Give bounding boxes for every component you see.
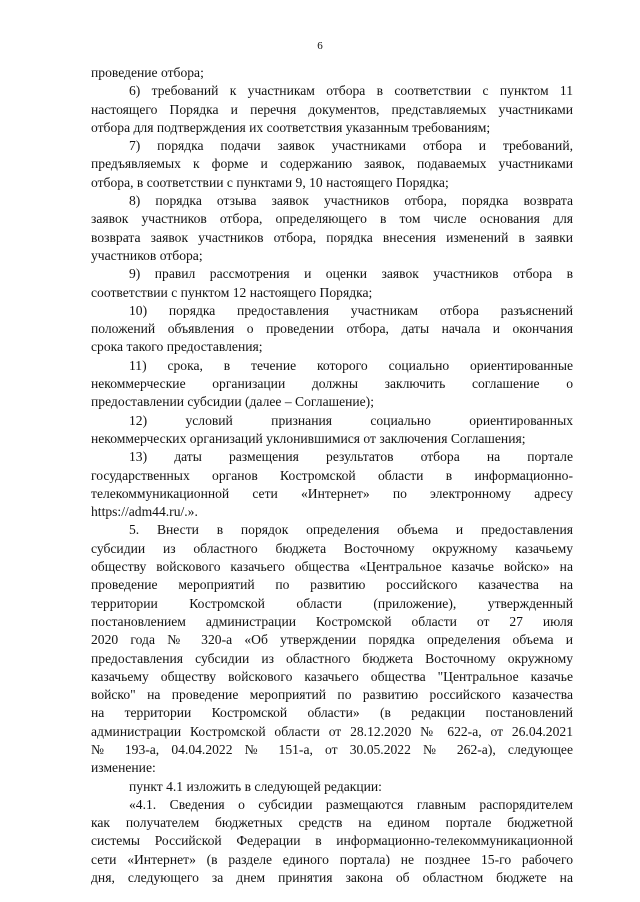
text-line: предъявляемых к форме и содержанию заявок, подаваемых участниками <box>91 156 573 172</box>
text-line: 8) порядка отзыва заявок участников отбора, порядка возврата <box>129 193 573 209</box>
text-line: срока такого предоставления; <box>91 339 263 355</box>
text-line: дня, следующего за днем принятия закона об областном бюджете на <box>91 870 573 886</box>
document-body <box>91 64 573 887</box>
text-line: возврата заявок участников отбора, порядка внесения изменений в заявки <box>91 229 573 245</box>
text-line: на территории Костромской области» (в редакции постановлений <box>91 705 573 721</box>
text-line: государственных органов Костромской области в информационно- <box>91 467 573 483</box>
text-line: некоммерческие организации должны заключить соглашение о <box>91 376 573 392</box>
text-line: постановлением администрации Костромской области от 27 июля <box>91 613 573 629</box>
text-line: 7) порядка подачи заявок участниками отбора и требований, <box>129 138 573 154</box>
text-line: проведение мероприятий по развитию российского казачества на <box>91 577 573 593</box>
text-line: настоящего Порядка и перечня документов, представляемых участниками <box>91 101 573 117</box>
text-line: территории Костромской области (приложение), утвержденный <box>91 595 573 611</box>
text-line: отбора, в соответствии с пунктами 9, 10 настоящего Порядка; <box>91 174 449 190</box>
text-line: 13) даты размещения результатов отбора на портале <box>129 449 573 465</box>
text-line: 5. Внести в порядок определения объема и предоставления <box>129 522 573 538</box>
text-line: 11) срока, в течение которого социально ориентированные <box>129 357 573 373</box>
page-number: 6 <box>317 40 323 52</box>
text-line: системы Российской Федерации в информационно-телекоммуникационной <box>91 833 573 849</box>
text-line: https://adm44.ru/.». <box>91 504 198 520</box>
text-line: войско" на проведение мероприятий по развитию российского казачества <box>91 687 573 703</box>
text-line: пункт 4.1 изложить в следующей редакции: <box>129 778 382 794</box>
text-line: субсидии из областного бюджета Восточному окружному казачьему <box>91 540 573 556</box>
text-line: 2020 года № 320-а «Об утверждении порядка определения объема и <box>91 632 573 648</box>
text-line: 6) требований к участникам отбора в соответствии с пунктом 11 <box>129 83 573 99</box>
text-line: сети «Интернет» (в разделе единого портала) не позднее 15-го рабочего <box>91 851 573 867</box>
text-line: предоставления субсидии из областного бюджета Восточному окружному <box>91 650 573 666</box>
text-line: «4.1. Сведения о субсидии размещаются главным распорядителем <box>129 796 573 812</box>
text-line: заявок участников отбора, определяющего в том числе основания для <box>91 211 573 227</box>
text-line: соответствии с пунктом 12 настоящего Порядка; <box>91 284 373 300</box>
text-line: проведение отбора; <box>91 65 204 80</box>
text-line: некоммерческих организаций уклонившимися от заключения Соглашения; <box>91 430 526 446</box>
text-line: телекоммуникационной сети «Интернет» по электронному адресу <box>91 485 573 501</box>
text-line: казачьему обществу войскового казачьего общества "Центральное казачье <box>91 668 573 684</box>
text-line: обществу войскового казачьего общества «Центральное казачье войско» на <box>91 559 573 575</box>
text-line: 10) порядка предоставления участникам отбора разъяснений <box>129 302 573 318</box>
text-line: положений объявления о проведении отбора, даты начала и окончания <box>91 321 573 337</box>
text-line: 9) правил рассмотрения и оценки заявок участников отбора в <box>129 266 573 282</box>
text-line: участников отбора; <box>91 247 203 263</box>
text-line: как получателем бюджетных средств на едином портале бюджетной <box>91 815 573 831</box>
text-line: администрации Костромской области от 28.12.2020 № 622-а, от 26.04.2021 <box>91 723 573 739</box>
text-line: изменение: <box>91 760 156 776</box>
text-line: № 193-а, 04.04.2022 № 151-а, от 30.05.2022 № 262-а), следующее <box>91 741 573 757</box>
text-line: отбора для подтверждения их соответствия указанным требованиям; <box>91 119 491 135</box>
text-line: 12) условий признания социально ориентированных <box>129 412 573 428</box>
text-line: предоставлении субсидии (далее – Соглашение); <box>91 394 374 410</box>
